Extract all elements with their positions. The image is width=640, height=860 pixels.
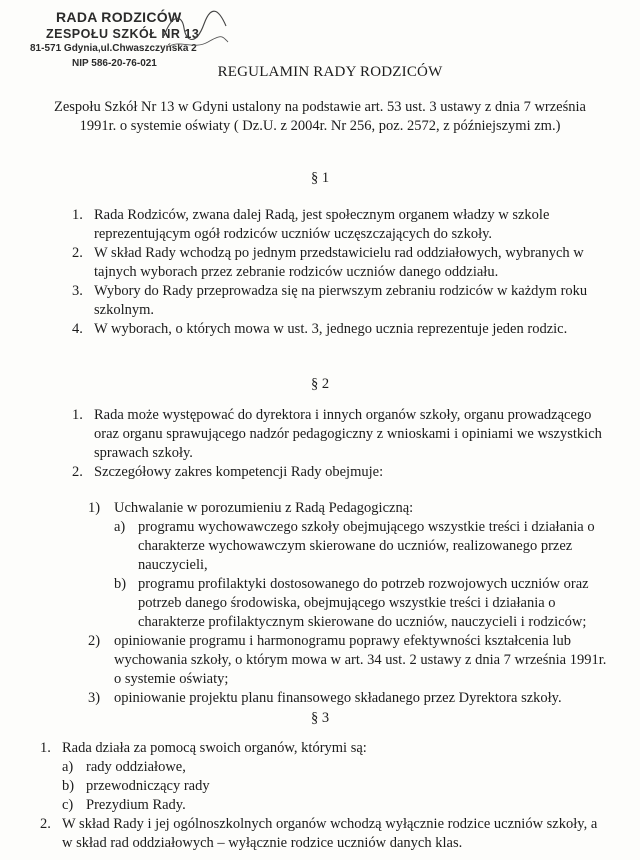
item-text: programu wychowawczego szkoły obejmującego wszystkie treści i działania o charakterze wychowawczym skierowane do uczniów, realizowanego przez nauczycieli, [138, 519, 595, 573]
stamp-line-1: RADA RODZICÓW [56, 9, 182, 25]
item-text: Szczegółowy zakres kompetencji Rady obejmuje: [94, 464, 384, 480]
list-item [72, 406, 602, 463]
stamp-line-3: 81-571 Gdynia,ul.Chwaszczyńska 2 [30, 43, 197, 54]
section-2-heading: § 2 [310, 376, 330, 392]
list-item [88, 689, 608, 708]
item-number: 2) [88, 633, 101, 649]
document-title: REGULAMIN RADY RODZICÓW [217, 64, 443, 80]
section-2-list [72, 406, 602, 482]
item-text: W skład Rady wchodzą po jednym przedstawicielu rad oddziałowych, wybranych w tajnych wyborach przez zebranie rodziców uczniów danego oddziału. [94, 245, 584, 280]
list-item [72, 206, 602, 244]
competence-list [88, 499, 608, 708]
item-text: W skład Rady i jej ogólnoszkolnych organów wchodzą wyłącznie rodzice uczniów szkoły, a w skład rad oddziałowych – wyłącznie rodzice uczniów danych klas. [62, 816, 598, 851]
item-letter: c) [62, 797, 74, 813]
item-number: 1. [40, 740, 51, 756]
signature-scribble-icon [160, 6, 230, 56]
stamp-line-2: ZESPOŁU SZKÓŁ NR 13 [46, 27, 200, 41]
letter-list [62, 758, 600, 815]
item-number: 4. [72, 321, 83, 337]
item-text: programu profilaktyki dostosowanego do potrzeb rozwojowych uczniów oraz potrzeb danego środowiska, obejmującego wszystkie treści i działania o charakterze profilaktycznym skierowane do uczniów, nauczycieli i rodziców; [138, 576, 589, 630]
section-3-heading: § 3 [310, 710, 330, 726]
item-text: Rada działa za pomocą swoich organów, którymi są: [62, 740, 367, 756]
list-item [72, 320, 602, 339]
item-text: przewodniczący rady [86, 778, 210, 794]
item-letter: b) [114, 576, 127, 592]
item-text: Uchwalanie w porozumieniu z Radą Pedagogiczną: [114, 500, 414, 516]
item-number: 1) [88, 500, 101, 516]
item-text: rady oddziałowe, [86, 759, 186, 775]
document-intro: Zespołu Szkół Nr 13 w Gdyni ustalony na podstawie art. 53 ust. 3 ustawy z dnia 7 września 1991r. o systemie oświaty ( Dz.U. z 2004r. Nr 256, poz. 2572, z późniejszymi zm.) [54, 99, 586, 134]
item-number: 2. [72, 245, 83, 261]
item-number: 3. [72, 283, 83, 299]
list-item [88, 632, 608, 689]
list-item [114, 575, 608, 632]
list-item [72, 463, 602, 482]
item-text: Rada może występować do dyrektora i innych organów szkoły, organu prowadzącego oraz organu sprawującego nadzór pedagogiczny z wnioskami i opiniami we wszystkich sprawach szkoły. [94, 407, 602, 461]
item-letter: b) [62, 778, 75, 794]
list-item [88, 499, 608, 632]
letter-list [114, 518, 608, 632]
list-item [72, 282, 602, 320]
item-number: 1. [72, 207, 83, 223]
list-item [62, 758, 600, 777]
item-letter: a) [114, 519, 126, 535]
list-item [40, 739, 600, 815]
item-text: W wyborach, o których mowa w ust. 3, jednego ucznia reprezentuje jeden rodzic. [94, 321, 568, 337]
section-3-list [40, 739, 600, 853]
list-item [72, 244, 602, 282]
list-item [40, 815, 600, 853]
item-number: 1. [72, 407, 83, 423]
item-letter: a) [62, 759, 74, 775]
list-item [62, 777, 600, 796]
item-number: 3) [88, 690, 101, 706]
item-number: 2. [72, 464, 83, 480]
list-item [62, 796, 600, 815]
item-text: Rada Rodziców, zwana dalej Radą, jest społecznym organem władzy w szkole reprezentującym ogół rodziców uczniów uczęszczających do szkoły. [94, 207, 550, 242]
stamp-line-4: NIP 586-20-76-021 [72, 58, 157, 69]
section-1-heading: § 1 [310, 170, 330, 186]
list-item [114, 518, 608, 575]
item-text: opiniowanie projektu planu finansowego składanego przez Dyrektora szkoły. [114, 690, 562, 706]
item-text: Wybory do Rady przeprowadza się na pierwszym zebraniu rodziców w każdym roku szkolnym. [94, 283, 588, 318]
item-number: 2. [40, 816, 51, 832]
item-text: opiniowanie programu i harmonogramu poprawy efektywności kształcenia lub wychowania szkoły, o którym mowa w art. 34 ust. 2 ustawy z dnia 7 września 1991r. o systemie oświaty; [114, 633, 607, 687]
item-text: Prezydium Rady. [86, 797, 186, 813]
section-1-list [72, 206, 602, 339]
